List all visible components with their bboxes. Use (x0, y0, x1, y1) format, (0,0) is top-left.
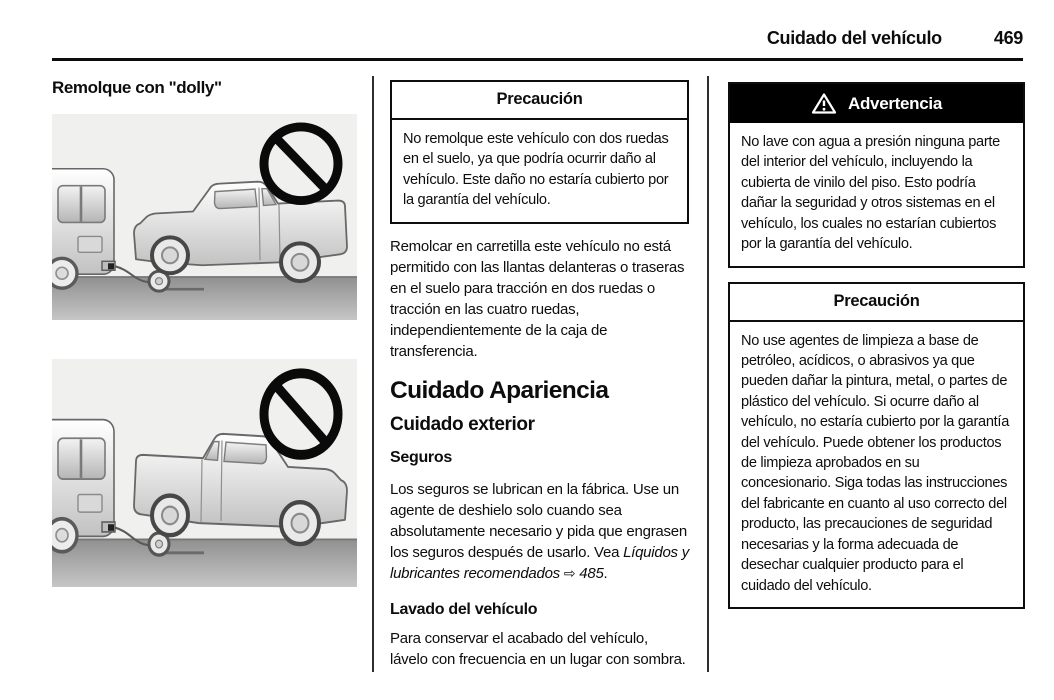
column-divider (372, 76, 374, 672)
middle-column (390, 80, 689, 670)
locks-text-end: . (603, 564, 608, 582)
locks-heading: Seguros (390, 448, 452, 466)
rv-graphic (52, 169, 115, 288)
header-rule (52, 58, 1023, 61)
cross-reference-arrow-icon: ⇨ (563, 565, 576, 582)
warning-title: Advertencia (847, 93, 943, 113)
running-header (52, 28, 1023, 49)
caution-title: Precaución (730, 284, 1023, 322)
figure-dolly-front-wheels (52, 114, 362, 320)
dolly-paragraph: Remolcar en carretilla este vehículo no está permitido con las llantas delanteras o traseras en el suelo para tracción en dos ruedas o tracción en las cuatro ruedas, independientemente de la caja de transferencia. (390, 237, 685, 360)
page-number: 469 (993, 28, 1023, 48)
caution-body: No remolque este vehículo con dos ruedas en el suelo, ya que podría ocurrir daño al vehículo. Este daño no estaría cubierto por la garantía del vehículo. (403, 131, 669, 209)
rv-graphic (52, 420, 115, 552)
caution-body: No use agentes de limpieza a base de petróleo, acídicos, o abrasivos ya que pueden dañar la pintura, metal, o partes de plástico del vehículo. Si ocurre daño al vehículo, no estaría cubierto por la garantía del vehículo. Puede obtener los productos de limpieza aprobados en su concesionario. Siga todas las instrucciones del fabricante en cuanto al uso correcto del producto, las precauciones de seguridad necesarias y la forma adecuada de desechar cualquier producto para el cuidado del vehículo. (741, 332, 1010, 594)
caution-title: Precaución (392, 82, 687, 120)
warning-header (730, 84, 1023, 123)
warning-triangle-icon (811, 92, 837, 115)
warning-box (728, 82, 1025, 268)
vehicle-wash-heading: Lavado del vehículo (390, 601, 538, 619)
vehicle-wash-paragraph: Para conservar el acabado del vehículo, lávelo con frecuencia en un lugar con sombra. (390, 630, 686, 669)
cross-reference-title: Líquidos y lubricantes recomendados (390, 543, 689, 582)
locks-paragraph (390, 479, 689, 585)
figure-dolly-rear-wheels (52, 359, 362, 587)
exterior-care-heading: Cuidado exterior (390, 413, 535, 435)
warning-body: No lave con agua a presión ninguna parte del interior del vehículo, incluyendo la cubierta de vinilo del piso. Esto podría dañar la seguridad y otros sistemas en el vehículo, los cuales no estarían cubiertos por la garantía del vehículo. (741, 134, 1000, 253)
right-column (728, 82, 1025, 609)
locks-text: Los seguros se lubrican en la fábrica. Use un agente de deshielo solo cuando sea absolutamente necesario y pida que engrasen los seguros después de usarlo. Vea (390, 480, 687, 561)
left-column (52, 78, 362, 587)
appearance-care-heading: Cuidado Apariencia (390, 376, 609, 404)
caution-box-cleaning (728, 282, 1025, 609)
column-divider (707, 76, 709, 672)
cross-reference-page: 485 (579, 564, 604, 582)
caution-box-dolly (390, 80, 689, 224)
dolly-towing-heading: Remolque con "dolly" (52, 78, 222, 97)
page-title: Cuidado del vehículo (766, 28, 942, 48)
